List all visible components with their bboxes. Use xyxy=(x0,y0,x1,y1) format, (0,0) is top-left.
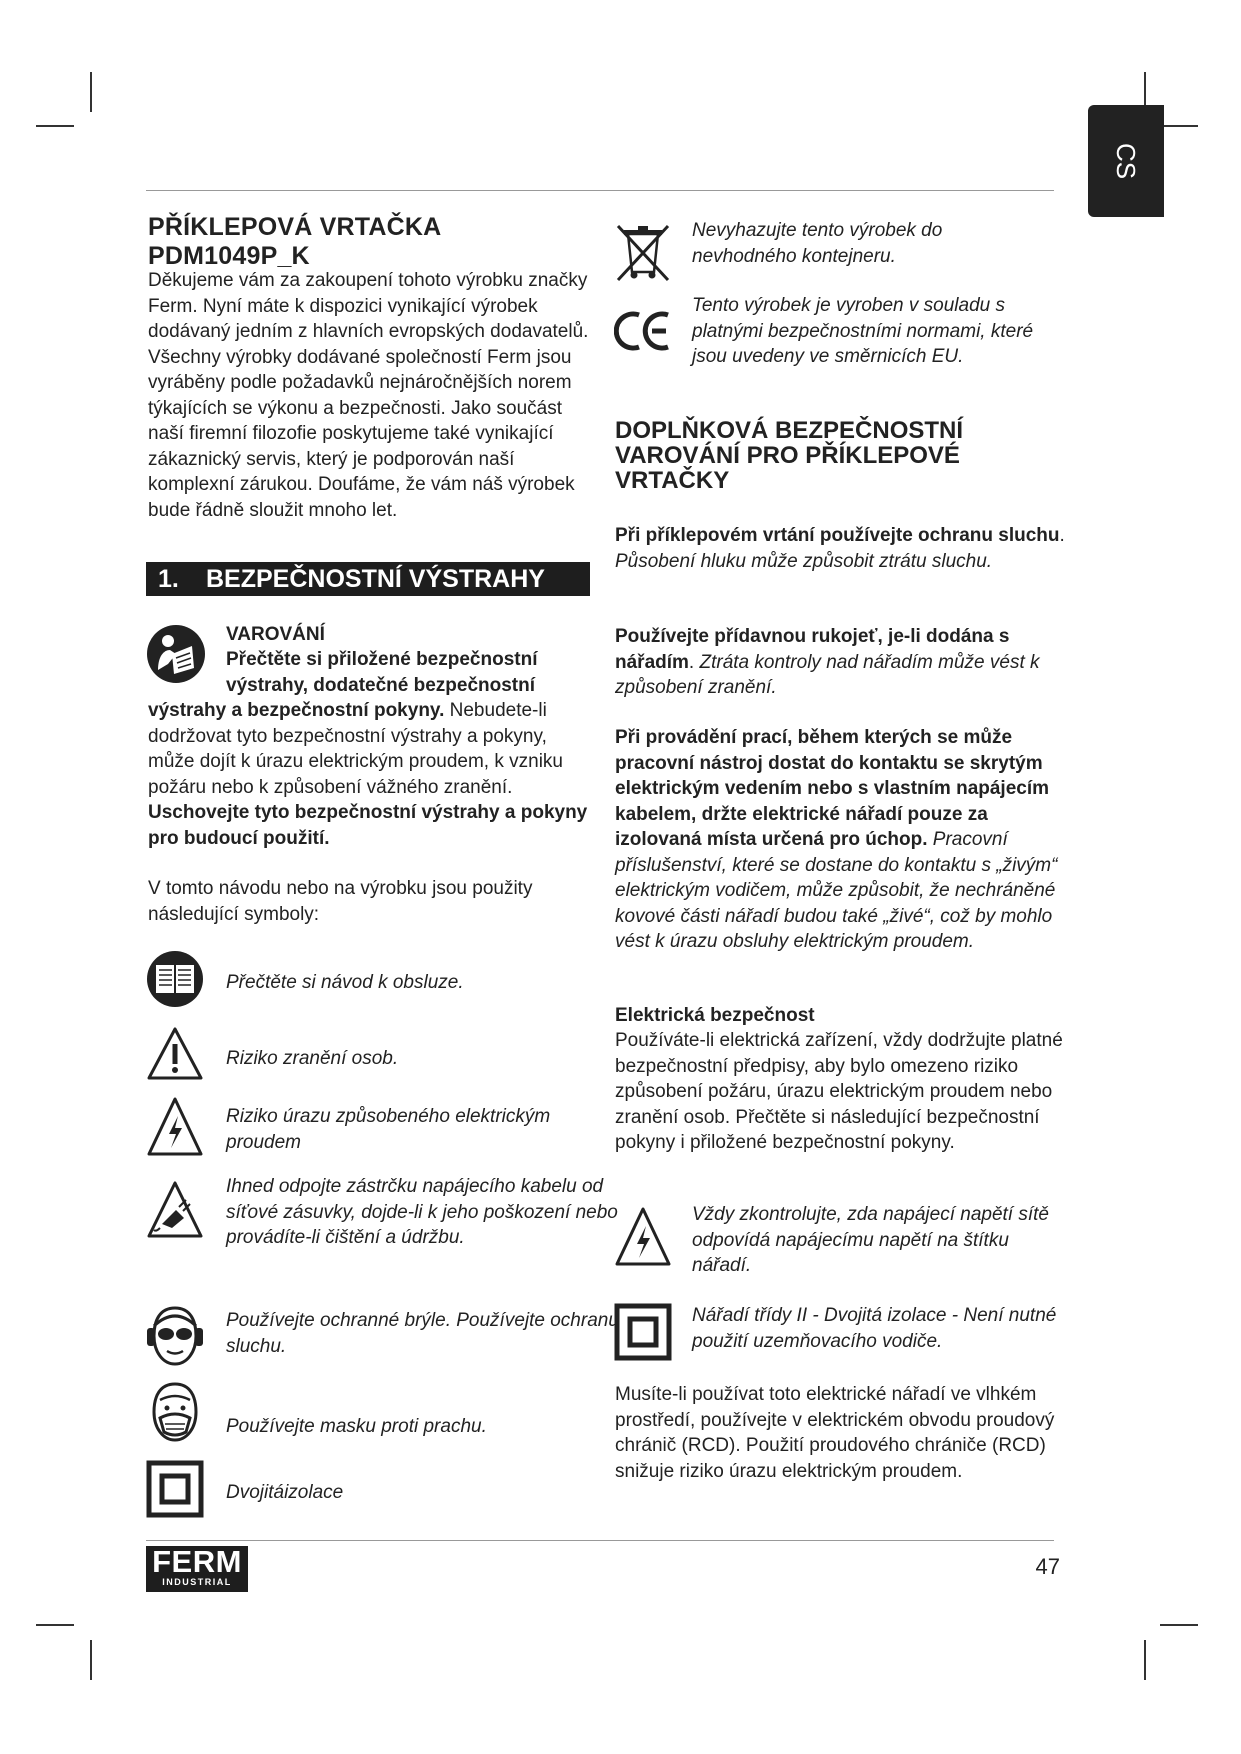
electric-shock-triangle-icon xyxy=(614,1206,672,1268)
additional-warning-italic: Pracovní příslušenství, které se dostane do kontaktu s „živým“ elektrickým vodičem, může způsobit, že nechráněné kovové části nářadí budou také „živé“, což by mohlo vést k úrazu obsluhy elektrickým proudem. xyxy=(615,829,1058,952)
symbol-row xyxy=(146,1460,616,1520)
crop-mark xyxy=(90,72,92,112)
electric-shock-triangle-icon xyxy=(146,1096,204,1158)
header-rule xyxy=(146,190,1054,191)
symbol-text: Riziko úrazu způsobeného elektrickým proudem xyxy=(226,1106,551,1153)
warning-text xyxy=(148,647,598,851)
additional-warning-bold: Používejte přídavnou rukojeť, je-li dodána s nářadím xyxy=(615,626,1010,673)
symbol-row xyxy=(146,950,616,1012)
section-additional-title: DOPLŇKOVÁ BEZPEČNOSTNÍ VAROVÁNÍ PRO PŘÍKLEPOVÉ VRTAČKY xyxy=(615,417,964,494)
symbol-text: Používejte ochranné brýle. Používejte ochranu sluchu. xyxy=(226,1310,619,1357)
additional-warning-bold: Při provádění prací, během kterých se může pracovní nástroj dostat do kontaktu se skrytým elektrickým vedením nebo s vlastním napájecím kabelem, držte elektrické nářadí pouze za izolovaná místa určená pro úchop. xyxy=(615,727,1050,850)
symbol-text: Dvojitáizolace xyxy=(226,1482,344,1503)
symbol-row xyxy=(146,1300,619,1366)
crop-mark xyxy=(36,1624,74,1626)
symbol-row xyxy=(146,1380,616,1446)
voltage-text: Vždy zkontrolujte, zda napájecí napětí sítě odpovídá napájecímu napětí na štítku nářadí. xyxy=(692,1204,1049,1276)
electrical-safety-title: Elektrická bezpečnost xyxy=(615,1005,815,1026)
additional-warning: Používejte přídavnou rukojeť, je-li dodána s nářadím. Ztráta kontroly nad nářadím může vést k způsobení zranění. xyxy=(615,626,1040,698)
language-tab xyxy=(1088,105,1164,217)
ferm-logo xyxy=(146,1546,248,1592)
symbol-row xyxy=(146,1026,616,1088)
intro-paragraph: Děkujeme vám za zakoupení tohoto výrobku značky Ferm. Nyní máte k dispozici vynikající výrobek dodávaný jedním z hlavních evropských dodavatelů. Všechny výrobky dodávané společností Ferm jsou vyráběny podle požadavků nejnáročnějších norem týkajících se výkonu a bezpečnosti. Jako součást naší firemní filozofie poskytujeme také vynikající zákaznický servis, který je podporován naší komplexní zárukou. Doufáme, že vám náš výrobek bude řádně sloužit mnoho let. xyxy=(148,270,589,521)
class-ii-text: Nářadí třídy II - Dvojitá izolace - Není nutné použití uzemňovacího vodiče. xyxy=(692,1305,1057,1352)
logo-text: FERM xyxy=(152,1544,242,1579)
symbol-text: Přečtěte si návod k obsluze. xyxy=(226,972,464,993)
voltage-symbol-row xyxy=(614,1202,1074,1282)
ce-mark-icon xyxy=(614,309,672,353)
section-1-header xyxy=(146,562,590,596)
manual-book-icon xyxy=(146,950,204,1008)
language-tab-label: CS xyxy=(1111,142,1142,180)
symbols-intro: V tomto návodu nebo na výrobku jsou použity následující symboly: xyxy=(148,878,533,925)
ce-symbol-row xyxy=(614,293,1074,373)
dust-mask-icon xyxy=(146,1380,204,1444)
warning-bold-text: Přečtěte si přiložené bezpečnostní výstrahy, dodatečné bezpečnostní výstrahy a bezpečnostní pokyny. xyxy=(148,649,538,721)
unplug-triangle-icon xyxy=(146,1180,204,1240)
electrical-safety-text: Používáte-li elektrická zařízení, vždy dodržujte platné bezpečnostní předpisy, aby bylo omezeno riziko způsobení požáru, úrazu elektrickým proudem nebo zranění osob. Přečtěte si následující bezpečnostní pokyny i přiložené bezpečnostní pokyny. xyxy=(615,1030,1063,1153)
page-title: PŘÍKLEPOVÁ VRTAČKA PDM1049P_K xyxy=(148,213,441,270)
crop-mark xyxy=(90,1640,92,1680)
logo-subtext: INDUSTRIAL xyxy=(162,1577,232,1587)
additional-warning-italic: Ztráta kontroly nad nářadím může vést k způsobení zranění. xyxy=(615,651,1040,698)
crop-mark xyxy=(36,125,74,127)
warning-body-text: Nebudete-li dodržovat tyto bezpečnostní výstrahy a pokyny, může dojít k úrazu elektrickým proudem, k vzniku požáru nebo k způsobení vážného zranění. xyxy=(148,700,563,798)
warning-keep-text: Uschovejte tyto bezpečnostní výstrahy a pokyny pro budoucí použití. xyxy=(148,802,588,849)
warning-label: VAROVÁNÍ xyxy=(226,624,325,645)
page-number: 47 xyxy=(1035,1554,1060,1579)
rcd-paragraph: Musíte-li používat toto elektrické nářadí ve vlhkém prostředí, používejte v elektrickém obvodu proudový chránič (RCD). Použití proudového chrániče (RCD) snižuje riziko úrazu elektrickým proudem. xyxy=(615,1384,1055,1482)
footer-rule xyxy=(146,1540,1054,1541)
double-insulation-icon xyxy=(146,1460,204,1518)
additional-warning-bold: Při příklepovém vrtání používejte ochranu sluchu xyxy=(615,525,1060,546)
wheelie-bin-crossed-icon xyxy=(614,222,672,284)
additional-warning: Při příklepovém vrtání používejte ochranu sluchu. Působení hluku může způsobit ztrátu sluchu. xyxy=(615,525,1065,572)
crop-mark xyxy=(1144,1640,1146,1680)
crop-mark xyxy=(1160,1624,1198,1626)
symbol-row xyxy=(146,1174,616,1284)
symbol-text: Ihned odpojte zástrčku napájecího kabelu od síťové zásuvky, dojde-li k jeho poškození nebo provádíte-li čištění a údržbu. xyxy=(226,1176,618,1248)
double-insulation-icon xyxy=(614,1303,672,1361)
class-ii-symbol-row xyxy=(614,1303,1074,1369)
goggles-earmuffs-icon xyxy=(146,1304,204,1368)
additional-warning xyxy=(615,725,1065,955)
section-1-number: 1. xyxy=(158,564,179,593)
disposal-text: Nevyhazujte tento výrobek do nevhodného kontejneru. xyxy=(692,220,943,267)
section-1-title: BEZPEČNOSTNÍ VÝSTRAHY xyxy=(206,564,545,593)
symbol-text: Riziko zranění osob. xyxy=(226,1048,399,1069)
symbol-text: Používejte masku proti prachu. xyxy=(226,1416,487,1437)
additional-warning-italic: Působení hluku může způsobit ztrátu sluchu. xyxy=(615,550,993,572)
ce-text: Tento výrobek je vyroben v souladu s platnými bezpečnostními normami, které jsou uvedeny ve směrnicích EU. xyxy=(692,295,1034,367)
symbol-row xyxy=(146,1096,616,1160)
disposal-symbol-row xyxy=(614,218,1074,284)
warning-triangle-icon xyxy=(146,1026,204,1082)
